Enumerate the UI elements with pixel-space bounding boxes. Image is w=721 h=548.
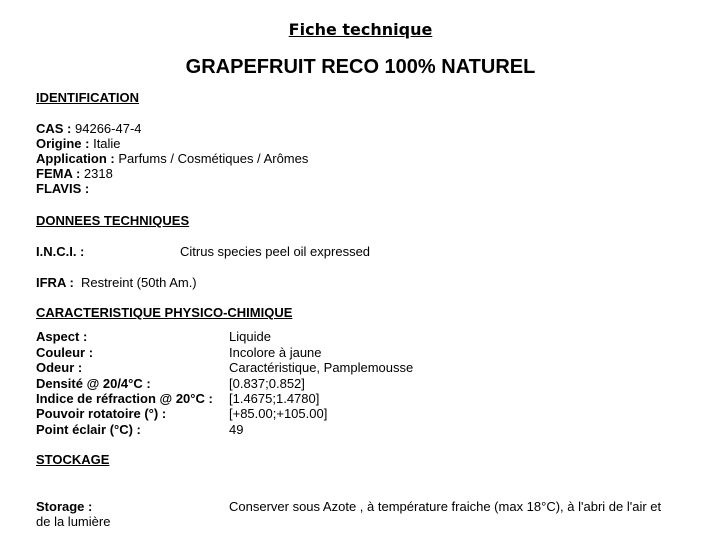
physico-label-densite: Densité @ 20/4°C : — [36, 376, 151, 391]
origine-row — [36, 136, 121, 151]
physico-label-eclair: Point éclair (°C) : — [36, 422, 141, 437]
cas-label: CAS : — [36, 121, 72, 136]
inci-label: I.N.C.I. : — [36, 244, 85, 259]
physico-value-rotatoire: [+85.00;+105.00] — [229, 406, 328, 421]
origine-value: Italie — [93, 136, 121, 151]
physico-value-aspect: Liquide — [229, 329, 271, 344]
origine-label: Origine : — [36, 136, 90, 151]
physico-label-odeur: Odeur : — [36, 360, 83, 375]
section-identification-heading: IDENTIFICATION — [36, 90, 140, 105]
flavis-label: FLAVIS : — [36, 181, 90, 196]
flavis-row — [36, 181, 89, 196]
document-title: Fiche technique — [288, 20, 433, 39]
storage-value-line2: de la lumière — [36, 514, 111, 529]
product-name: GRAPEFRUIT RECO 100% NATUREL — [185, 56, 536, 78]
inci-value: Citrus species peel oil expressed — [180, 244, 371, 259]
ifra-row — [36, 275, 197, 290]
cas-row — [36, 121, 142, 136]
application-label: Application : — [36, 151, 115, 166]
physico-label-couleur: Couleur : — [36, 345, 94, 360]
cas-value: 94266-47-4 — [75, 121, 142, 136]
physico-label-aspect: Aspect : — [36, 329, 88, 344]
storage-value-line1: Conserver sous Azote , à température fraiche (max 18°C), à l'abri de l'air et — [229, 499, 662, 514]
application-row — [36, 151, 308, 166]
fema-row — [36, 166, 113, 181]
physico-value-odeur: Caractéristique, Pamplemousse — [229, 360, 414, 375]
section-stockage-heading: STOCKAGE — [36, 452, 110, 467]
physico-value-eclair: 49 — [229, 422, 244, 437]
physico-label-rotatoire: Pouvoir rotatoire (°) : — [36, 406, 167, 421]
ifra-label: IFRA : — [36, 275, 74, 290]
physico-value-densite: [0.837;0.852] — [229, 376, 305, 391]
application-value: Parfums / Cosmétiques / Arômes — [118, 151, 309, 166]
physico-value-couleur: Incolore à jaune — [229, 345, 322, 360]
fema-label: FEMA : — [36, 166, 81, 181]
section-donnees-heading: DONNEES TECHNIQUES — [36, 213, 190, 228]
fema-value: 2318 — [83, 166, 113, 181]
physico-value-refraction: [1.4675;1.4780] — [229, 391, 320, 406]
ifra-value: Restreint (50th Am.) — [81, 275, 197, 290]
physico-label-refraction: Indice de réfraction @ 20°C : — [36, 391, 213, 406]
storage-label: Storage : — [36, 499, 93, 514]
section-physico-heading: CARACTERISTIQUE PHYSICO-CHIMIQUE — [36, 305, 293, 320]
